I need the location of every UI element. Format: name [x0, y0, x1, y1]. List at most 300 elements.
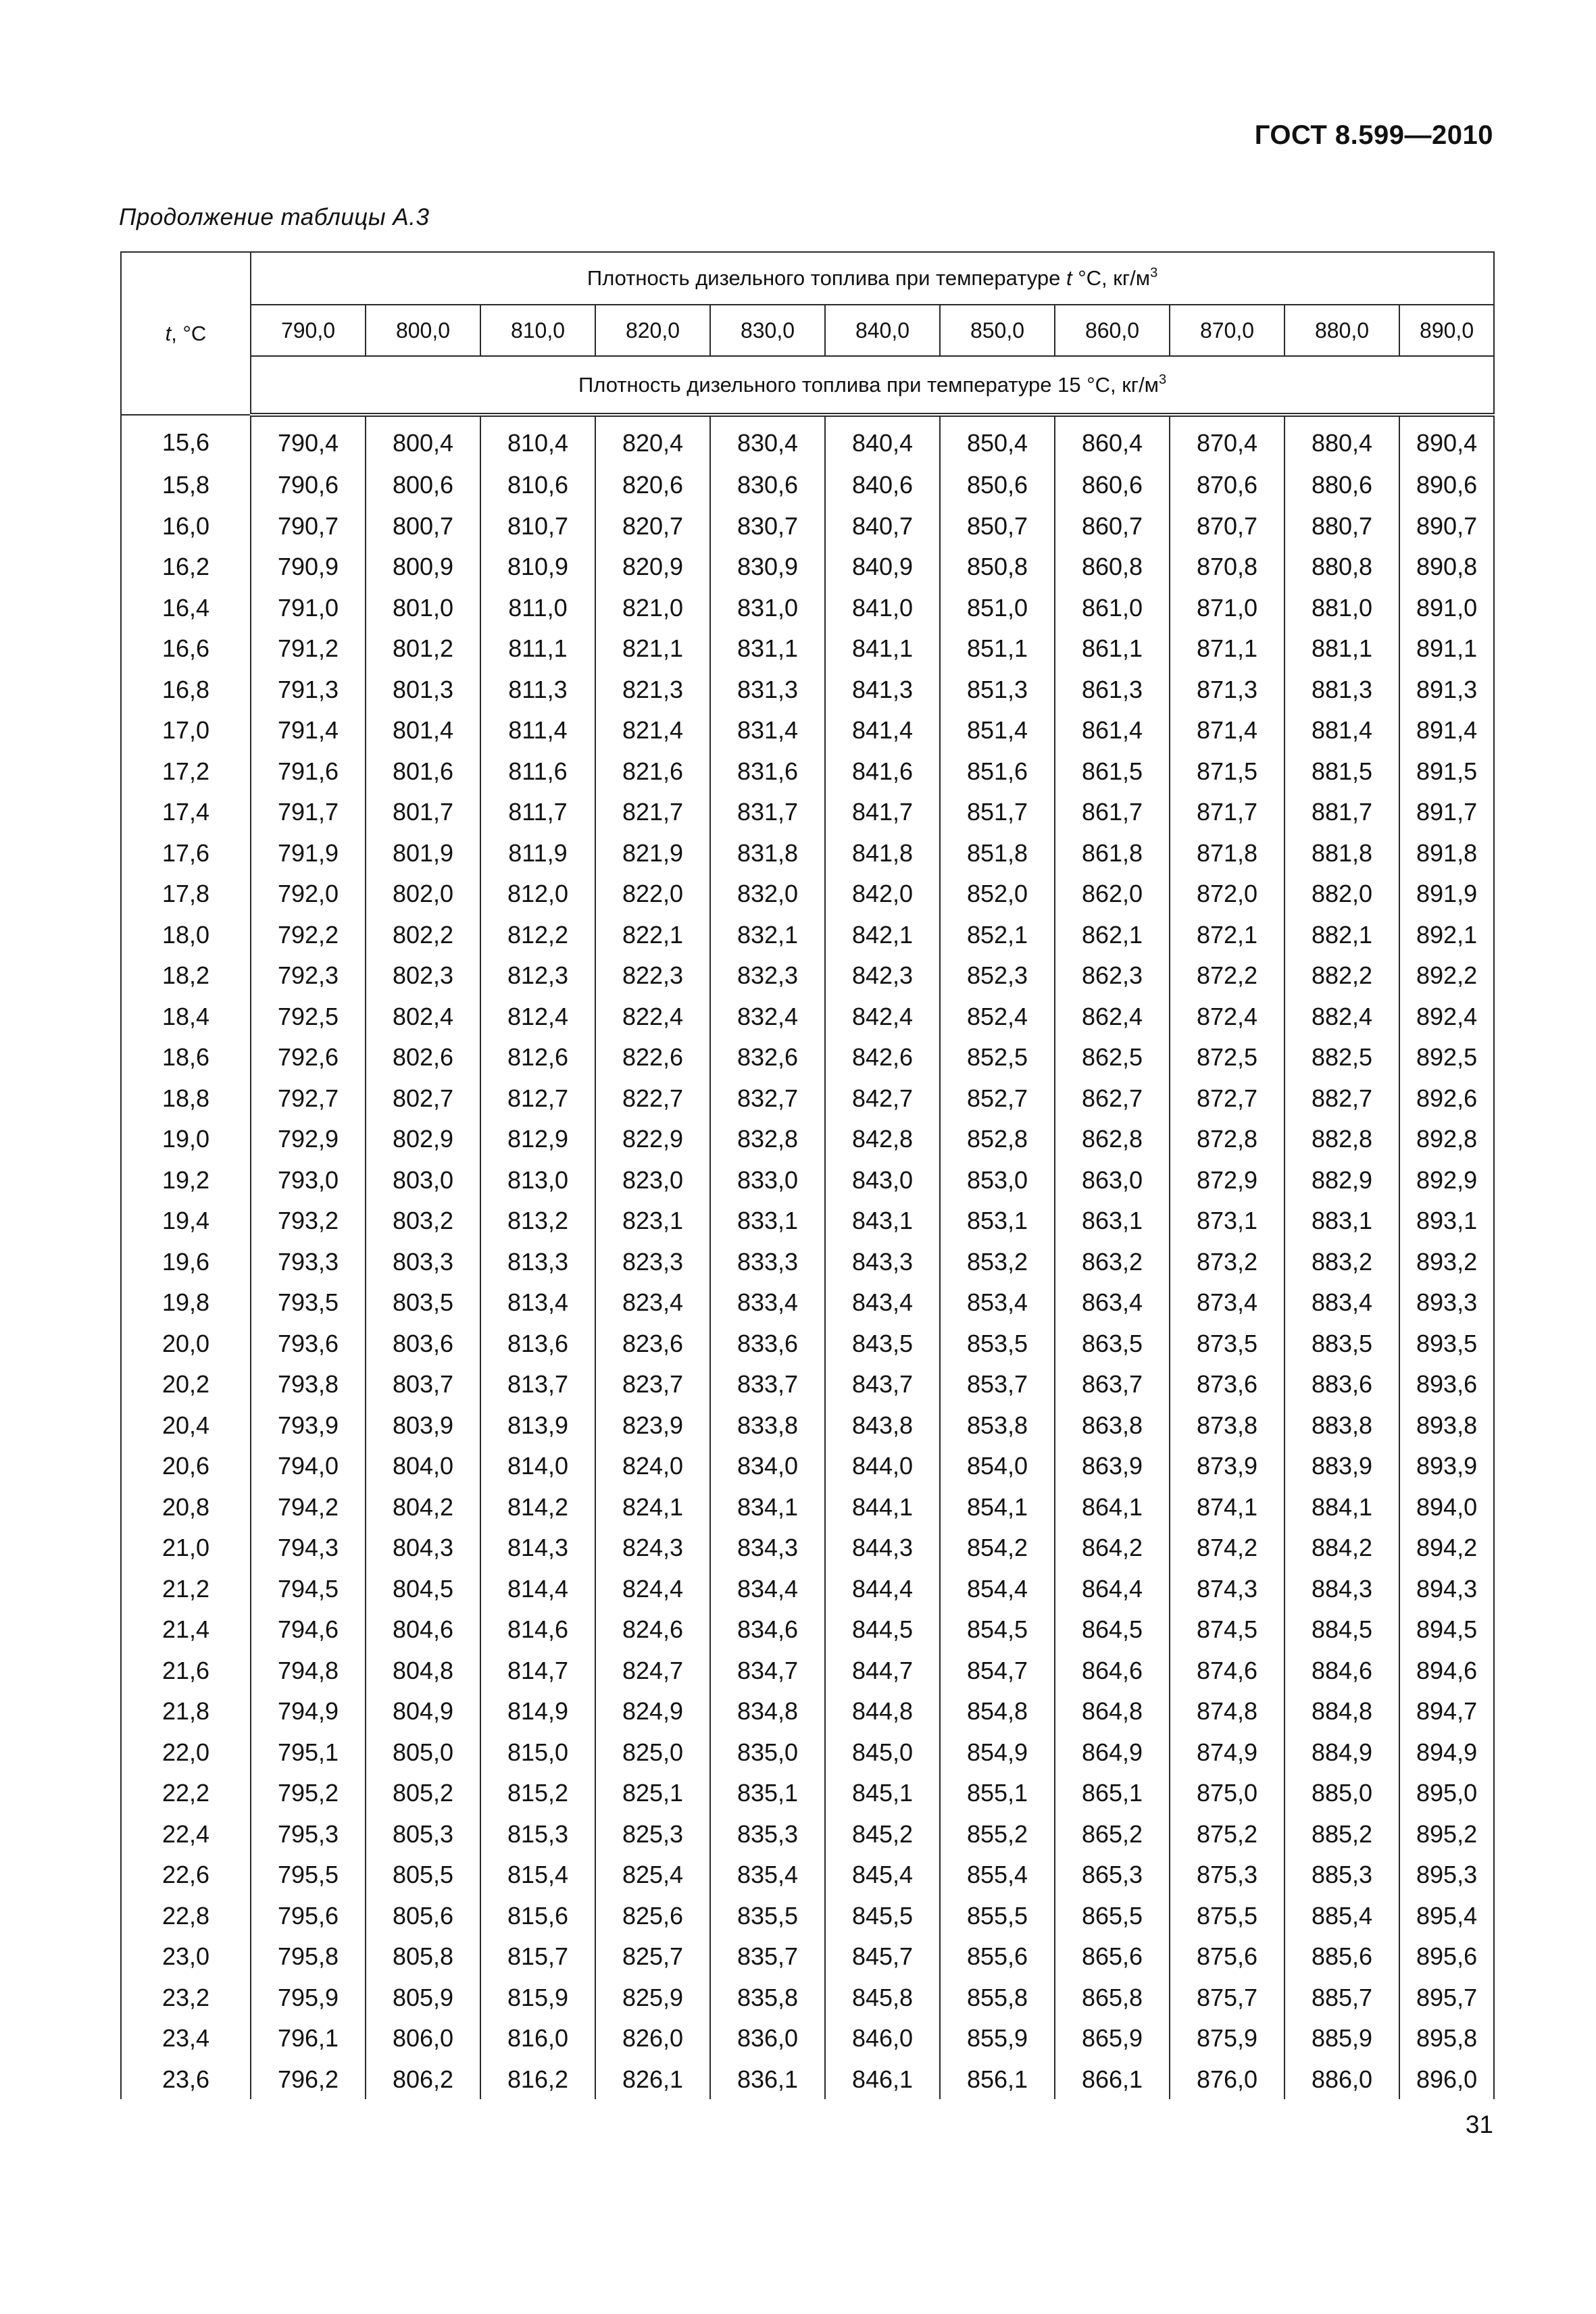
density-cell: 850,7 — [940, 505, 1055, 547]
density-cell: 801,4 — [366, 709, 480, 751]
density-cell: 851,0 — [940, 587, 1055, 628]
density-cell: 875,3 — [1170, 1854, 1285, 1895]
density-cell: 893,9 — [1399, 1445, 1494, 1486]
density-cell: 811,4 — [480, 709, 595, 751]
density-cell: 863,0 — [1055, 1159, 1170, 1201]
temperature-cell: 20,2 — [121, 1363, 251, 1405]
density-cell: 873,6 — [1170, 1363, 1285, 1405]
density-cell: 854,0 — [940, 1445, 1055, 1486]
density-at-15-header: Плотность дизельного топлива при температуре 15 °С, $кг/м^3$ — [251, 356, 1494, 415]
density-cell: 791,4 — [251, 709, 366, 751]
density-cell: 801,2 — [366, 628, 480, 669]
table-row — [121, 1854, 1494, 1895]
table-row — [121, 1241, 1494, 1282]
density-cell: 824,0 — [595, 1445, 710, 1486]
temperature-cell: 23,6 — [121, 2059, 251, 2100]
density-cell: 872,5 — [1170, 1036, 1285, 1078]
column-header-density: 880,0 — [1285, 305, 1399, 356]
density-cell: 832,1 — [710, 914, 825, 955]
density-cell: 842,4 — [825, 996, 940, 1037]
density-cell: 824,7 — [595, 1650, 710, 1691]
density-cell: 874,1 — [1170, 1486, 1285, 1528]
density-cell: 806,0 — [366, 2017, 480, 2059]
density-cell: 830,6 — [710, 464, 825, 505]
temperature-cell: 23,2 — [121, 1977, 251, 2018]
temperature-cell: 21,8 — [121, 1690, 251, 1732]
density-cell: 794,5 — [251, 1568, 366, 1609]
density-cell: 811,0 — [480, 587, 595, 628]
density-cell: 800,6 — [366, 464, 480, 505]
density-cell: 854,8 — [940, 1690, 1055, 1732]
density-cell: 861,5 — [1055, 751, 1170, 792]
density-cell: 840,7 — [825, 505, 940, 547]
density-cell: 884,6 — [1285, 1650, 1399, 1691]
density-cell: 881,1 — [1285, 628, 1399, 669]
document-code: ГОСТ 8.599—2010 — [1254, 120, 1493, 150]
density-cell: 814,6 — [480, 1609, 595, 1650]
density-cell: 793,5 — [251, 1282, 366, 1323]
density-cell: 863,8 — [1055, 1405, 1170, 1446]
density-cell: 862,8 — [1055, 1118, 1170, 1159]
density-cell: 854,5 — [940, 1609, 1055, 1650]
density-cell: 871,3 — [1170, 669, 1285, 710]
density-cell: 816,2 — [480, 2059, 595, 2100]
density-cell: 843,4 — [825, 1282, 940, 1323]
density-cell: 822,4 — [595, 996, 710, 1037]
temperature-cell: 21,2 — [121, 1568, 251, 1609]
density-cell: 854,1 — [940, 1486, 1055, 1528]
density-cell: 845,1 — [825, 1772, 940, 1813]
density-cell: 863,9 — [1055, 1445, 1170, 1486]
density-cell: 810,7 — [480, 505, 595, 547]
temperature-cell: 16,0 — [121, 505, 251, 547]
density-cell: 812,2 — [480, 914, 595, 955]
density-cell: 840,6 — [825, 464, 940, 505]
density-cell: 794,9 — [251, 1690, 366, 1732]
density-cell: 814,7 — [480, 1650, 595, 1691]
density-cell: 825,9 — [595, 1977, 710, 2018]
density-cell: 815,0 — [480, 1732, 595, 1773]
temperature-cell: 22,6 — [121, 1854, 251, 1895]
density-cell: 812,7 — [480, 1078, 595, 1119]
table-row — [121, 1118, 1494, 1159]
density-cell: 793,3 — [251, 1241, 366, 1282]
density-cell: 855,9 — [940, 2017, 1055, 2059]
density-cell: 882,0 — [1285, 873, 1399, 914]
density-cell: 892,6 — [1399, 1078, 1494, 1119]
density-cell: 855,2 — [940, 1813, 1055, 1855]
density-cell: 833,1 — [710, 1200, 825, 1241]
density-cell: 891,5 — [1399, 751, 1494, 792]
density-cell: 851,8 — [940, 832, 1055, 874]
density-cell: 862,0 — [1055, 873, 1170, 914]
density-cell: 820,4 — [595, 415, 710, 464]
table-row — [121, 1609, 1494, 1650]
density-cell: 844,3 — [825, 1527, 940, 1568]
temperature-cell: 16,4 — [121, 587, 251, 628]
density-cell: 893,1 — [1399, 1200, 1494, 1241]
density-cell: 851,4 — [940, 709, 1055, 751]
density-cell: 822,0 — [595, 873, 710, 914]
density-cell: 833,0 — [710, 1159, 825, 1201]
t-unit: , °С — [171, 321, 207, 345]
table-row — [121, 1486, 1494, 1528]
density-cell: 891,3 — [1399, 669, 1494, 710]
density-cell: 860,8 — [1055, 546, 1170, 587]
density-cell: 874,9 — [1170, 1732, 1285, 1773]
density-cell: 845,0 — [825, 1732, 940, 1773]
density-cell: 794,2 — [251, 1486, 366, 1528]
density-cell: 820,7 — [595, 505, 710, 547]
density-cell: 844,8 — [825, 1690, 940, 1732]
density-cell: 841,4 — [825, 709, 940, 751]
density-cell: 895,2 — [1399, 1813, 1494, 1855]
density-cell: 830,4 — [710, 415, 825, 464]
page-number: 31 — [1465, 2111, 1493, 2138]
density-cell: 861,7 — [1055, 791, 1170, 832]
table-row — [121, 464, 1494, 505]
density-cell: 875,7 — [1170, 1977, 1285, 2018]
density-cell: 874,3 — [1170, 1568, 1285, 1609]
table-body — [121, 415, 1494, 2099]
density-cell: 831,3 — [710, 669, 825, 710]
table-row — [121, 415, 1494, 464]
density-cell: 821,1 — [595, 628, 710, 669]
density-cell: 814,0 — [480, 1445, 595, 1486]
density-cell: 835,5 — [710, 1895, 825, 1936]
density-cell: 882,5 — [1285, 1036, 1399, 1078]
density-cell: 795,8 — [251, 1936, 366, 1977]
temperature-cell: 20,0 — [121, 1323, 251, 1364]
density-cell: 870,6 — [1170, 464, 1285, 505]
density-cell: 800,7 — [366, 505, 480, 547]
density-cell: 840,9 — [825, 546, 940, 587]
temperature-column-header — [121, 252, 251, 415]
density-cell: 841,6 — [825, 751, 940, 792]
density-cell: 803,6 — [366, 1323, 480, 1364]
density-cell: 860,4 — [1055, 415, 1170, 464]
density-cell: 854,9 — [940, 1732, 1055, 1773]
density-cell: 791,7 — [251, 791, 366, 832]
density-values-header-row — [121, 305, 1494, 356]
density-cell: 833,3 — [710, 1241, 825, 1282]
density-cell: 865,9 — [1055, 2017, 1170, 2059]
density-cell: 823,6 — [595, 1323, 710, 1364]
density-cell: 802,7 — [366, 1078, 480, 1119]
density-cell: 863,5 — [1055, 1323, 1170, 1364]
density-cell: 795,1 — [251, 1732, 366, 1773]
density-cell: 822,7 — [595, 1078, 710, 1119]
density-cell: 884,3 — [1285, 1568, 1399, 1609]
density-cell: 815,4 — [480, 1854, 595, 1895]
column-header-density: 800,0 — [366, 305, 480, 356]
density-cell: 810,9 — [480, 546, 595, 587]
density-cell: 872,2 — [1170, 955, 1285, 996]
density-cell: 875,6 — [1170, 1936, 1285, 1977]
density-cell: 811,1 — [480, 628, 595, 669]
density-cell: 861,0 — [1055, 587, 1170, 628]
density-cell: 874,8 — [1170, 1690, 1285, 1732]
temperature-cell: 20,6 — [121, 1445, 251, 1486]
density-cell: 865,6 — [1055, 1936, 1170, 1977]
density-cell: 823,3 — [595, 1241, 710, 1282]
density-cell: 823,7 — [595, 1363, 710, 1405]
density-cell: 804,8 — [366, 1650, 480, 1691]
density-cell: 845,2 — [825, 1813, 940, 1855]
temperature-cell: 22,2 — [121, 1772, 251, 1813]
density-cell: 882,7 — [1285, 1078, 1399, 1119]
density-cell: 842,0 — [825, 873, 940, 914]
temperature-cell: 19,6 — [121, 1241, 251, 1282]
density-cell: 803,0 — [366, 1159, 480, 1201]
density-cell: 893,6 — [1399, 1363, 1494, 1405]
density-cell: 801,7 — [366, 791, 480, 832]
density-cell: 824,4 — [595, 1568, 710, 1609]
temperature-cell: 15,6 — [121, 415, 251, 464]
density-cell: 805,2 — [366, 1772, 480, 1813]
density-cell: 865,8 — [1055, 1977, 1170, 2018]
density-cell: 821,6 — [595, 751, 710, 792]
density-cell: 802,6 — [366, 1036, 480, 1078]
density-cell: 853,1 — [940, 1200, 1055, 1241]
table-caption: Продолжение таблицы А.3 — [119, 204, 430, 230]
density-cell: 843,0 — [825, 1159, 940, 1201]
density-cell: 864,1 — [1055, 1486, 1170, 1528]
density-cell: 894,9 — [1399, 1732, 1494, 1773]
density-at-t-header: Плотность дизельного топлива при температуре t °С, $кг/м^3$ — [251, 252, 1494, 305]
density-cell: 873,5 — [1170, 1323, 1285, 1364]
table-row — [121, 1772, 1494, 1813]
density-cell: 805,0 — [366, 1732, 480, 1773]
density-cell: 865,5 — [1055, 1895, 1170, 1936]
temperature-cell: 18,4 — [121, 996, 251, 1037]
density-cell: 854,4 — [940, 1568, 1055, 1609]
density-cell: 872,1 — [1170, 914, 1285, 955]
table-row — [121, 955, 1494, 996]
density-cell: 792,5 — [251, 996, 366, 1037]
density-cell: 891,8 — [1399, 832, 1494, 874]
density-cell: 803,2 — [366, 1200, 480, 1241]
density-cell: 892,1 — [1399, 914, 1494, 955]
table-row — [121, 996, 1494, 1037]
density-cell: 844,5 — [825, 1609, 940, 1650]
density-cell: 875,9 — [1170, 2017, 1285, 2059]
density-cell: 815,2 — [480, 1772, 595, 1813]
density-cell: 831,7 — [710, 791, 825, 832]
density-cell: 841,8 — [825, 832, 940, 874]
density-cell: 853,4 — [940, 1282, 1055, 1323]
temperature-cell: 19,2 — [121, 1159, 251, 1201]
density-cell: 824,3 — [595, 1527, 710, 1568]
table-row — [121, 2059, 1494, 2100]
density-cell: 816,0 — [480, 2017, 595, 2059]
density-cell: 895,0 — [1399, 1772, 1494, 1813]
density-cell: 814,2 — [480, 1486, 595, 1528]
density-cell: 883,6 — [1285, 1363, 1399, 1405]
density-cell: 890,4 — [1399, 415, 1494, 464]
density-cell: 794,0 — [251, 1445, 366, 1486]
density-cell: 852,0 — [940, 873, 1055, 914]
density-cell: 823,0 — [595, 1159, 710, 1201]
density-cell: 885,6 — [1285, 1936, 1399, 1977]
density-cell: 811,9 — [480, 832, 595, 874]
density-cell: 813,4 — [480, 1282, 595, 1323]
density-cell: 862,7 — [1055, 1078, 1170, 1119]
density-cell: 885,7 — [1285, 1977, 1399, 2018]
table-row — [121, 1078, 1494, 1119]
density-cell: 804,9 — [366, 1690, 480, 1732]
density-cell: 852,8 — [940, 1118, 1055, 1159]
table-header — [121, 252, 1494, 415]
column-header-density: 840,0 — [825, 305, 940, 356]
density-cell: 832,3 — [710, 955, 825, 996]
density-cell: 831,0 — [710, 587, 825, 628]
density-cell: 841,0 — [825, 587, 940, 628]
density-cell: 844,4 — [825, 1568, 940, 1609]
density-cell: 895,3 — [1399, 1854, 1494, 1895]
density-cell: 795,3 — [251, 1813, 366, 1855]
density-cell: 834,7 — [710, 1650, 825, 1691]
density-cell: 853,5 — [940, 1323, 1055, 1364]
density-cell: 793,9 — [251, 1405, 366, 1446]
column-header-density: 790,0 — [251, 305, 366, 356]
density-cell: 822,1 — [595, 914, 710, 955]
density-cell: 813,6 — [480, 1323, 595, 1364]
density-cell: 815,7 — [480, 1936, 595, 1977]
temperature-cell: 21,4 — [121, 1609, 251, 1650]
density-cell: 863,7 — [1055, 1363, 1170, 1405]
density-cell: 871,5 — [1170, 751, 1285, 792]
density-cell: 854,7 — [940, 1650, 1055, 1691]
table-row — [121, 1732, 1494, 1773]
density-cell: 842,7 — [825, 1078, 940, 1119]
density-cell: 842,6 — [825, 1036, 940, 1078]
density-cell: 866,1 — [1055, 2059, 1170, 2100]
temperature-cell: 22,4 — [121, 1813, 251, 1855]
density-cell: 881,0 — [1285, 587, 1399, 628]
table-row — [121, 1445, 1494, 1486]
density-cell: 863,2 — [1055, 1241, 1170, 1282]
density-cell: 823,9 — [595, 1405, 710, 1446]
density-cell: 820,9 — [595, 546, 710, 587]
density-cell: 883,2 — [1285, 1241, 1399, 1282]
density-cell: 813,0 — [480, 1159, 595, 1201]
density-cell: 885,3 — [1285, 1854, 1399, 1895]
density-cell: 806,2 — [366, 2059, 480, 2100]
density-cell: 843,3 — [825, 1241, 940, 1282]
table-row — [121, 1895, 1494, 1936]
temperature-cell: 21,6 — [121, 1650, 251, 1691]
temperature-cell: 17,0 — [121, 709, 251, 751]
density-cell: 794,6 — [251, 1609, 366, 1650]
density-cell: 875,0 — [1170, 1772, 1285, 1813]
density-cell: 835,8 — [710, 1977, 825, 2018]
density-cell: 884,2 — [1285, 1527, 1399, 1568]
table-row — [121, 1650, 1494, 1691]
density-cell: 890,7 — [1399, 505, 1494, 547]
density-cell: 795,5 — [251, 1854, 366, 1895]
table-row — [121, 669, 1494, 710]
density-cell: 792,7 — [251, 1078, 366, 1119]
density-cell: 873,1 — [1170, 1200, 1285, 1241]
density-cell: 861,4 — [1055, 709, 1170, 751]
density-cell: 885,0 — [1285, 1772, 1399, 1813]
density-cell: 865,2 — [1055, 1813, 1170, 1855]
density-cell: 804,6 — [366, 1609, 480, 1650]
table-row — [121, 751, 1494, 792]
density-cell: 813,9 — [480, 1405, 595, 1446]
density-cell: 881,5 — [1285, 751, 1399, 792]
density-cell: 893,8 — [1399, 1405, 1494, 1446]
density-cell: 832,4 — [710, 996, 825, 1037]
density-cell: 870,4 — [1170, 415, 1285, 464]
density-cell: 883,9 — [1285, 1445, 1399, 1486]
density-cell: 796,1 — [251, 2017, 366, 2059]
density-cell: 802,3 — [366, 955, 480, 996]
density-cell: 880,4 — [1285, 415, 1399, 464]
density-cell: 841,1 — [825, 628, 940, 669]
density-cell: 801,6 — [366, 751, 480, 792]
density-cell: 861,3 — [1055, 669, 1170, 710]
density-cell: 852,3 — [940, 955, 1055, 996]
density-cell: 831,1 — [710, 628, 825, 669]
density-cell: 894,3 — [1399, 1568, 1494, 1609]
temperature-cell: 20,4 — [121, 1405, 251, 1446]
density-cell: 814,9 — [480, 1690, 595, 1732]
density-cell: 791,6 — [251, 751, 366, 792]
density-cell: 863,4 — [1055, 1282, 1170, 1323]
density-cell: 892,8 — [1399, 1118, 1494, 1159]
density-cell: 884,1 — [1285, 1486, 1399, 1528]
density-cell: 791,3 — [251, 669, 366, 710]
density-cell: 891,9 — [1399, 873, 1494, 914]
density-cell: 805,5 — [366, 1854, 480, 1895]
density-cell: 873,2 — [1170, 1241, 1285, 1282]
density-cell: 845,7 — [825, 1936, 940, 1977]
density-cell: 804,0 — [366, 1445, 480, 1486]
density-cell: 893,3 — [1399, 1282, 1494, 1323]
density-cell: 803,9 — [366, 1405, 480, 1446]
density-cell: 810,4 — [480, 415, 595, 464]
density-cell: 810,6 — [480, 464, 595, 505]
temperature-cell: 19,8 — [121, 1282, 251, 1323]
density-cell: 792,9 — [251, 1118, 366, 1159]
density-cell: 812,0 — [480, 873, 595, 914]
density-cell: 812,6 — [480, 1036, 595, 1078]
density-cell: 860,6 — [1055, 464, 1170, 505]
density-cell: 830,9 — [710, 546, 825, 587]
density-cell: 882,2 — [1285, 955, 1399, 996]
density-cell: 861,1 — [1055, 628, 1170, 669]
density-cell: 896,0 — [1399, 2059, 1494, 2100]
density-cell: 805,6 — [366, 1895, 480, 1936]
table-row — [121, 873, 1494, 914]
density-cell: 821,0 — [595, 587, 710, 628]
density-cell: 812,4 — [480, 996, 595, 1037]
density-cell: 832,8 — [710, 1118, 825, 1159]
density-cell: 886,0 — [1285, 2059, 1399, 2100]
column-header-density: 890,0 — [1399, 305, 1494, 356]
density-cell: 843,5 — [825, 1323, 940, 1364]
density-table — [120, 251, 1495, 2099]
temperature-cell: 23,4 — [121, 2017, 251, 2059]
density-cell: 875,2 — [1170, 1813, 1285, 1855]
density-cell: 882,8 — [1285, 1118, 1399, 1159]
density-cell: 853,0 — [940, 1159, 1055, 1201]
density-cell: 833,8 — [710, 1405, 825, 1446]
temperature-cell: 17,4 — [121, 791, 251, 832]
table-row — [121, 791, 1494, 832]
